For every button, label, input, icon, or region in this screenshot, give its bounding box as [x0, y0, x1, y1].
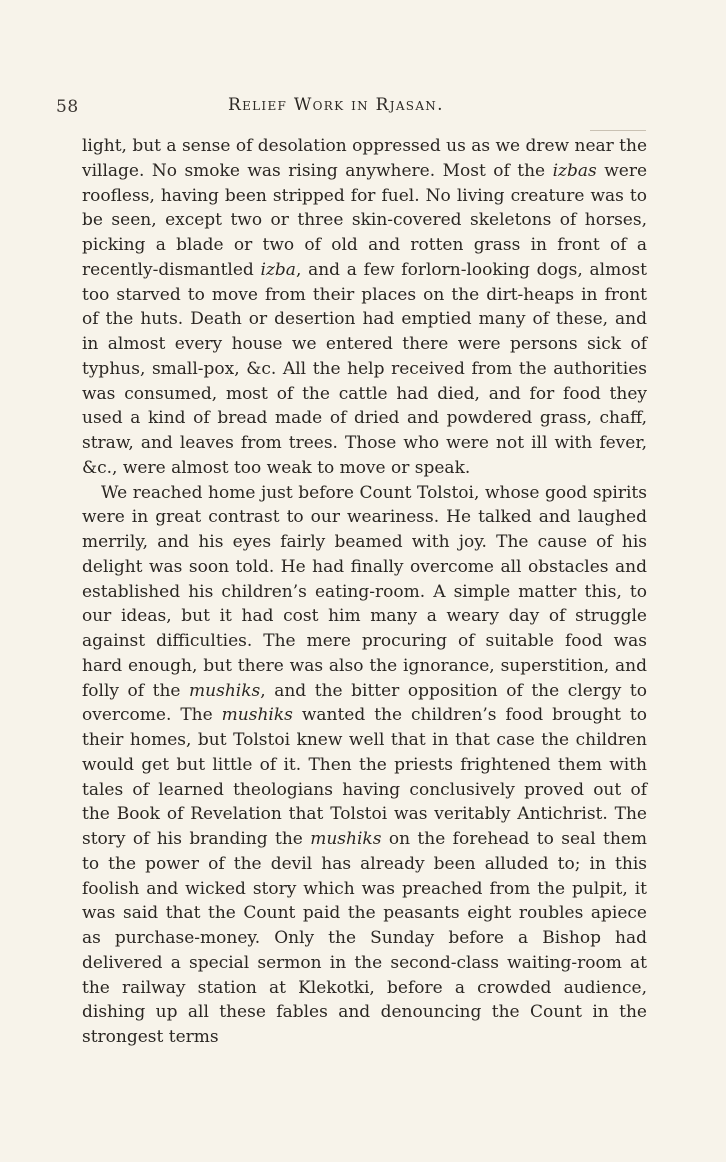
- running-title: Relief Work in Rjasan.: [228, 95, 444, 115]
- text-run: wanted the children’s food brought to their homes, but Tolstoi knew well that in that case the children would get but little of it. Then the priests frightened them with tales of learned theologians having conclusively proved out of the Book of Revelation that Tolstoi was veritably Antichrist. The story of his branding the: [82, 705, 647, 849]
- italic-word: izbas: [552, 160, 597, 181]
- text-run: , and a few forlorn-looking dogs, almost too starved to move from their places on the dirt-heaps in front of the huts. Death or desertion had emptied many of these, and in almost every house we entered there were persons sick of typhus, small-pox, &c. All the help received from the authorities was consumed, most of the cattle had died, and for food they used a kind of bread made of dried and powdered grass, chaff, straw, and leaves from trees. Those who were not ill with fever, &c., were almost too weak to move or speak.: [82, 259, 647, 478]
- text-run: on the forehead to seal them to the power of the devil has already been alluded to; in this foolish and wicked story which was preached from the pulpit, it was said that the Count paid the peasants eight roubles apiece as purchase-money. Only the Sunday before a Bishop had delivered a special sermon in the second-class waiting-room at the railway station at Klekotki, before a crowded audience, dishing up all these fables and denouncing the Count in the strongest terms: [82, 829, 647, 1047]
- paragraph-2: [82, 481, 647, 1050]
- text-run: light, but a sense of desolation oppressed us as we drew near the village. No smoke was rising anywhere. Most of the: [82, 136, 648, 181]
- header-rule: [590, 130, 646, 131]
- body-text: [82, 134, 647, 1050]
- paragraph-1: [82, 134, 647, 481]
- text-run: , and the bitter opposition of the clergy to overcome. The: [82, 680, 647, 726]
- italic-word: mushiks: [189, 680, 261, 701]
- page-number: 58: [56, 97, 79, 117]
- text-run: were roofless, having been stripped for fuel. No living creature was to be seen, except two or three skin-covered skeletons of horses, picking a blade or two of old and rotten grass in front of a recently-dismantled: [82, 160, 648, 280]
- italic-word: mushiks: [221, 705, 293, 726]
- italic-word: mushiks: [310, 829, 382, 849]
- text-run: We reached home just before Count Tolstoi, whose good spirits were in great contrast to our weariness. He talked and laughed merrily, and his eyes fairly beamed with joy. The cause of his delight was soon told. He had finally overcome all obstacles and established his children’s eating-room. A simple matter this, to our ideas, but it had cost him many a weary day of struggle against difficulties. The mere procuring of suitable food was hard enough, but there was also the ignorance, superstition, and folly of the: [82, 482, 647, 701]
- italic-word: izba: [260, 259, 296, 280]
